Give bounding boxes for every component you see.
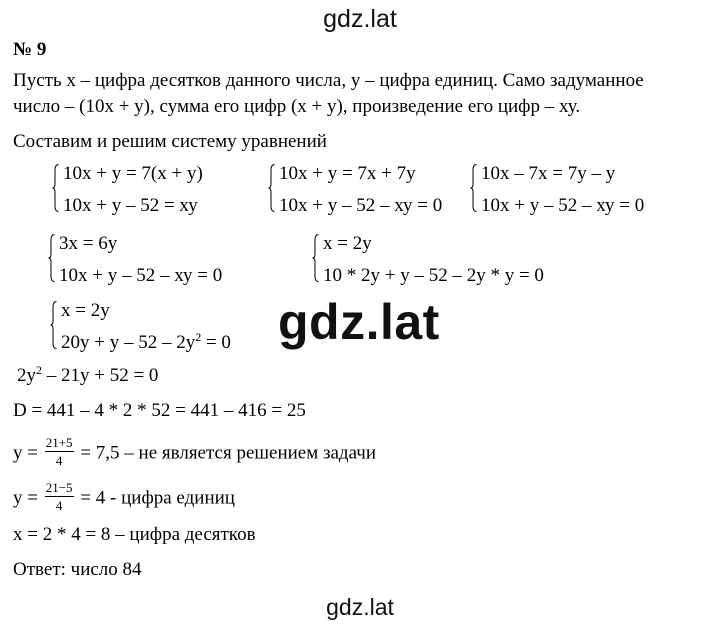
brace-icon bbox=[268, 164, 275, 212]
root-2-fraction bbox=[45, 481, 74, 513]
root-2-lhs: у = bbox=[13, 487, 43, 509]
brace-icon bbox=[470, 164, 477, 212]
tens-digit-line: х = 2 * 4 = 8 – цифра десятков bbox=[13, 524, 256, 545]
watermark-bottom: gdz.lat bbox=[326, 594, 394, 620]
system-2-equation-1: 10х + у = 7х + 7у bbox=[279, 163, 416, 184]
brace-icon bbox=[48, 234, 55, 282]
root-1-line bbox=[13, 435, 376, 470]
system-6-equation-2-base: 20у + у – 52 – 2у bbox=[61, 332, 196, 353]
system-4-equation-2: 10х + у – 52 – ху = 0 bbox=[59, 265, 223, 286]
system-1-equation-2: 10х + у – 52 = ху bbox=[63, 195, 198, 216]
discriminant-line: D = 441 – 4 * 2 * 52 = 441 – 416 = 25 bbox=[13, 400, 306, 421]
quadratic-rest: – 21у + 52 = 0 bbox=[42, 365, 159, 386]
quadratic-base: 2у bbox=[17, 365, 36, 386]
root-1-rhs: = 7,5 – не является решением задачи bbox=[75, 442, 376, 464]
brace-icon bbox=[312, 234, 319, 282]
problem-number: № 9 bbox=[13, 39, 47, 60]
brace-icon bbox=[50, 301, 57, 349]
root-2-line bbox=[13, 480, 235, 515]
system-intro: Составим и решим систему уравнений bbox=[13, 131, 327, 152]
system-6-equation-2-exponent: 2 bbox=[195, 330, 202, 344]
watermark-top: gdz.lat bbox=[323, 5, 397, 33]
root-1-fraction bbox=[45, 436, 74, 468]
system-3-equation-2: 10х + у – 52 – ху = 0 bbox=[481, 195, 645, 216]
watermark-middle: gdz.lat bbox=[278, 294, 440, 350]
root-2-denominator: 4 bbox=[55, 498, 63, 513]
intro-line-1: Пусть х – цифра десятков данного числа, у – цифра единиц. Само задуманное bbox=[13, 70, 644, 91]
system-2-equation-2: 10х + у – 52 – ху = 0 bbox=[279, 195, 443, 216]
system-3-equation-1: 10х – 7х = 7у – у bbox=[481, 163, 616, 184]
quadratic-equation bbox=[17, 364, 158, 388]
system-5-equation-1: х = 2у bbox=[323, 233, 372, 254]
system-4-equation-1: 3х = 6у bbox=[59, 233, 118, 254]
system-5-equation-2: 10 * 2у + у – 52 – 2у * у = 0 bbox=[323, 265, 544, 286]
system-6-equation-1: х = 2у bbox=[61, 300, 110, 321]
quadratic-exponent: 2 bbox=[36, 363, 42, 377]
brace-icon bbox=[52, 164, 59, 212]
root-2-rhs: = 4 - цифра единиц bbox=[75, 487, 235, 509]
answer-line: Ответ: число 84 bbox=[13, 559, 142, 580]
root-1-denominator: 4 bbox=[55, 453, 63, 468]
system-1-equation-1: 10х + у = 7(х + у) bbox=[63, 163, 203, 184]
system-6-equation-2 bbox=[61, 331, 231, 355]
root-2-numerator: 21−5 bbox=[45, 480, 73, 495]
root-1-numerator: 21+5 bbox=[45, 435, 73, 450]
root-1-lhs: у = bbox=[13, 442, 43, 464]
intro-line-2: число – (10х + у), сумма его цифр (х + у), произведение его цифр – ху. bbox=[13, 96, 581, 117]
system-6-equation-2-rest: = 0 bbox=[201, 332, 231, 353]
